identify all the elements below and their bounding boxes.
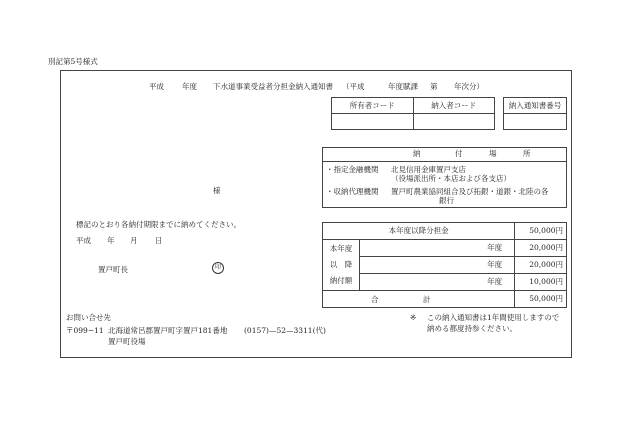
payment-place-char-3: 場	[489, 149, 497, 158]
bank-sub: （役場派出所・本店および各支店）	[391, 174, 511, 183]
amount-row-label: 年度	[360, 240, 515, 257]
code-table	[331, 97, 495, 130]
form-label: 別記第5号様式	[48, 57, 98, 66]
date-era: 平成	[76, 236, 91, 245]
total-char-2: 計	[423, 295, 431, 304]
total-char-1: 合	[371, 295, 379, 304]
title-dai: 第	[430, 82, 438, 91]
agency-name: 置戸町農業協同組合及び拓銀・道銀・北陸の各	[391, 187, 549, 196]
total-label	[323, 291, 515, 308]
notice-number-field[interactable]	[504, 114, 567, 130]
mayor-name: 置戸町長	[98, 265, 128, 274]
agency-label: ・収納代理機関	[326, 187, 379, 196]
contact-heading: お問い合せ先	[66, 313, 111, 322]
payment-place-char-4: 所	[523, 149, 531, 158]
amount-row-value: 20,000円	[515, 240, 567, 257]
note-line-1: この納入通知書は1年間使用しますので	[427, 313, 560, 322]
seal-mark	[212, 262, 224, 274]
agency-sub: 銀行	[439, 196, 454, 205]
bank-label: ・指定金融機関	[326, 165, 379, 174]
note-line-2: 納める都度持参ください。	[427, 324, 517, 333]
amount-row-label: 年度	[360, 257, 515, 274]
notice-number-table	[503, 97, 567, 130]
title-main: 下水道事業受益者分担金納入通知書	[213, 82, 333, 91]
contact-phone: (0157)—52—3311(代)	[244, 326, 326, 335]
title-nenji: 年次分）	[454, 82, 484, 91]
amounts-table	[322, 222, 567, 308]
title-year: 年度	[182, 82, 197, 91]
this-year-value: 50,000円	[515, 223, 567, 240]
total-value: 50,000円	[515, 291, 567, 308]
payment-place-body	[323, 162, 567, 208]
note-mark: ※	[410, 313, 417, 322]
payment-place-char-1: 納	[413, 149, 421, 158]
title-assess-year: 年度賦課	[388, 82, 418, 91]
date-day: 日	[155, 236, 163, 245]
contact-address: 北海道常呂郡置戸町字置戸181番地	[108, 326, 228, 335]
amount-row-label: 年度	[360, 274, 515, 291]
notice-number-label: 納入通知書番号	[504, 98, 567, 114]
payer-code-label: 納入者コード	[413, 98, 495, 114]
payer-code-field[interactable]	[413, 114, 495, 130]
date-year: 年	[107, 236, 115, 245]
title-era: 平成	[149, 82, 164, 91]
contact-office: 置戸町役場	[108, 337, 146, 346]
contact-postal: 〒099−11	[66, 326, 104, 335]
date-month: 月	[130, 236, 138, 245]
this-year-label: 本年度以降分担金	[323, 223, 515, 240]
seal-text: 印	[214, 264, 221, 271]
side-label-2: 以 降	[329, 260, 353, 269]
instruction-text: 標記のとおり各納付期限までに納めてください。	[76, 220, 241, 229]
owner-code-label: 所有者コード	[332, 98, 414, 114]
amounts-side-label	[323, 240, 360, 291]
payment-place-header	[323, 148, 567, 162]
addressee-suffix: 様	[213, 186, 221, 195]
side-label-3: 納付額	[329, 276, 353, 285]
side-label-1: 本年度	[329, 244, 353, 253]
payment-place-table	[322, 147, 567, 208]
amount-row-value: 10,000円	[515, 274, 567, 291]
title-paren-open: （平成	[342, 82, 365, 91]
payment-place-char-2: 付	[455, 149, 463, 158]
bank-name: 北見信用金庫置戸支店	[391, 165, 466, 174]
owner-code-field[interactable]	[332, 114, 414, 130]
amount-row-value: 20,000円	[515, 257, 567, 274]
